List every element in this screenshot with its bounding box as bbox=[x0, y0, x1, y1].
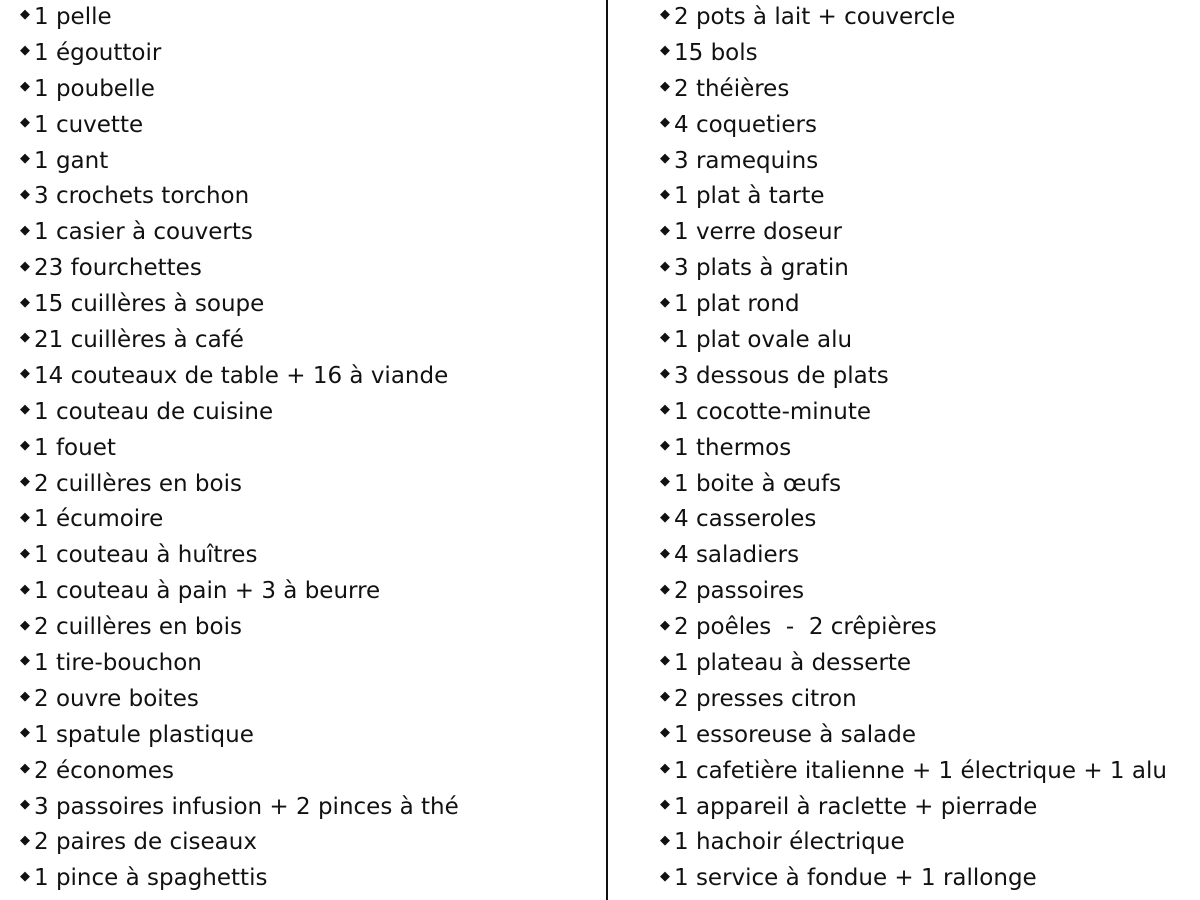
diamond-bullet-icon: ◆ bbox=[20, 222, 30, 238]
list-item bbox=[660, 610, 1195, 646]
list-item bbox=[660, 251, 1195, 287]
list-item-text: 1 hachoir électrique bbox=[674, 829, 905, 856]
diamond-bullet-icon: ◆ bbox=[20, 868, 30, 884]
list-item bbox=[20, 36, 590, 72]
diamond-bullet-icon: ◆ bbox=[20, 294, 30, 310]
list-item-text: 1 écumoire bbox=[34, 506, 164, 533]
list-item bbox=[660, 287, 1195, 323]
diamond-bullet-icon: ◆ bbox=[20, 689, 30, 705]
diamond-bullet-icon: ◆ bbox=[660, 545, 670, 561]
list-item-text: 3 ramequins bbox=[674, 147, 819, 174]
diamond-bullet-icon: ◆ bbox=[660, 581, 670, 597]
diamond-bullet-icon: ◆ bbox=[20, 725, 30, 741]
list-item-text: 4 casseroles bbox=[674, 506, 817, 533]
diamond-bullet-icon: ◆ bbox=[660, 43, 670, 59]
diamond-bullet-icon: ◆ bbox=[20, 7, 30, 23]
list-item bbox=[20, 538, 590, 574]
diamond-bullet-icon: ◆ bbox=[20, 545, 30, 561]
diamond-bullet-icon: ◆ bbox=[20, 402, 30, 418]
diamond-bullet-icon: ◆ bbox=[20, 438, 30, 454]
list-item-text: 1 fouet bbox=[34, 434, 116, 461]
list-item bbox=[660, 646, 1195, 682]
list-item bbox=[20, 574, 590, 610]
list-item bbox=[20, 359, 590, 395]
list-item bbox=[20, 467, 590, 503]
diamond-bullet-icon: ◆ bbox=[20, 653, 30, 669]
diamond-bullet-icon: ◆ bbox=[660, 438, 670, 454]
list-item-text: 1 appareil à raclette + pierrade bbox=[674, 793, 1038, 820]
list-item-text: 1 poubelle bbox=[34, 75, 155, 102]
list-item-text: 1 plat ovale alu bbox=[674, 327, 853, 354]
diamond-bullet-icon: ◆ bbox=[660, 222, 670, 238]
diamond-bullet-icon: ◆ bbox=[20, 115, 30, 131]
diamond-bullet-icon: ◆ bbox=[660, 797, 670, 813]
list-item bbox=[660, 682, 1195, 718]
list-item bbox=[660, 538, 1195, 574]
list-item bbox=[20, 718, 590, 754]
list-item-text: 2 pots à lait + couvercle bbox=[674, 4, 956, 30]
list-item bbox=[20, 790, 590, 826]
list-item-text: 2 passoires bbox=[674, 578, 805, 605]
diamond-bullet-icon: ◆ bbox=[660, 509, 670, 525]
diamond-bullet-icon: ◆ bbox=[660, 617, 670, 633]
diamond-bullet-icon: ◆ bbox=[660, 151, 670, 166]
list-item-text: 1 spatule plastique bbox=[34, 721, 254, 748]
list-item bbox=[660, 574, 1195, 610]
diamond-bullet-icon: ◆ bbox=[660, 330, 670, 346]
list-item bbox=[20, 144, 590, 180]
list-item bbox=[660, 754, 1195, 790]
list-item bbox=[20, 646, 590, 682]
list-item bbox=[660, 825, 1195, 861]
list-item-text: 2 cuillères en bois bbox=[34, 614, 242, 641]
diamond-bullet-icon: ◆ bbox=[660, 868, 670, 884]
list-item bbox=[20, 215, 590, 251]
list-item-text: 1 service à fondue + 1 rallonge bbox=[674, 865, 1037, 892]
diamond-bullet-icon: ◆ bbox=[20, 366, 30, 382]
list-item-text: 1 verre doseur bbox=[674, 219, 843, 246]
list-item bbox=[20, 610, 590, 646]
list-item bbox=[20, 251, 590, 287]
list-item-text: 1 pelle bbox=[34, 4, 112, 30]
diamond-bullet-icon: ◆ bbox=[660, 115, 670, 131]
list-item bbox=[20, 825, 590, 861]
left-column-list bbox=[20, 0, 590, 897]
list-item-text: 3 plats à gratin bbox=[674, 255, 849, 282]
list-item bbox=[660, 215, 1195, 251]
diamond-bullet-icon: ◆ bbox=[660, 294, 670, 310]
list-item bbox=[20, 287, 590, 323]
list-item-text: 1 plat à tarte bbox=[674, 183, 825, 210]
diamond-bullet-icon: ◆ bbox=[20, 186, 30, 202]
list-item-text: 2 cuillères en bois bbox=[34, 470, 242, 497]
list-item bbox=[660, 790, 1195, 826]
diamond-bullet-icon: ◆ bbox=[20, 43, 30, 59]
list-item-text: 15 bols bbox=[674, 39, 758, 66]
list-item bbox=[660, 0, 1195, 36]
diamond-bullet-icon: ◆ bbox=[660, 186, 670, 202]
right-column-list bbox=[660, 0, 1195, 897]
list-item bbox=[660, 36, 1195, 72]
list-item-text: 1 essoreuse à salade bbox=[674, 721, 916, 748]
diamond-bullet-icon: ◆ bbox=[20, 330, 30, 346]
list-item-text: 1 pince à spaghettis bbox=[34, 865, 268, 892]
diamond-bullet-icon: ◆ bbox=[660, 79, 670, 95]
list-item-text: 1 casier à couverts bbox=[34, 219, 253, 246]
list-item bbox=[660, 395, 1195, 431]
list-item-text: 3 dessous de plats bbox=[674, 362, 889, 389]
list-item-text: 15 cuillères à soupe bbox=[34, 291, 265, 318]
diamond-bullet-icon: ◆ bbox=[660, 832, 670, 848]
list-item-text: 2 poêles - 2 crêpières bbox=[674, 614, 937, 641]
diamond-bullet-icon: ◆ bbox=[20, 258, 30, 274]
diamond-bullet-icon: ◆ bbox=[20, 761, 30, 777]
list-item bbox=[20, 0, 590, 36]
list-item-text: 1 cuvette bbox=[34, 111, 144, 138]
list-item bbox=[20, 431, 590, 467]
list-item-text: 14 couteaux de table + 16 à viande bbox=[34, 362, 449, 389]
list-item-text: 1 boite à œufs bbox=[674, 470, 842, 497]
list-item bbox=[660, 861, 1195, 897]
list-item-text: 1 couteau à huîtres bbox=[34, 542, 258, 569]
list-item bbox=[660, 179, 1195, 215]
list-item bbox=[660, 431, 1195, 467]
diamond-bullet-icon: ◆ bbox=[20, 474, 30, 490]
diamond-bullet-icon: ◆ bbox=[660, 258, 670, 274]
list-item bbox=[20, 502, 590, 538]
column-divider bbox=[606, 0, 608, 900]
list-item bbox=[20, 108, 590, 144]
list-item-text: 2 théières bbox=[674, 75, 790, 102]
list-item bbox=[660, 718, 1195, 754]
list-item-text: 2 économes bbox=[34, 757, 174, 784]
list-item bbox=[20, 72, 590, 108]
list-item-text: 1 plateau à desserte bbox=[674, 650, 912, 677]
diamond-bullet-icon: ◆ bbox=[660, 761, 670, 777]
list-item bbox=[20, 861, 590, 897]
list-item bbox=[20, 179, 590, 215]
list-item-text: 4 saladiers bbox=[674, 542, 800, 569]
list-item-text: 1 cocotte-minute bbox=[674, 398, 871, 425]
list-item bbox=[20, 754, 590, 790]
list-item bbox=[20, 682, 590, 718]
list-item bbox=[660, 72, 1195, 108]
list-item-text: 1 couteau de cuisine bbox=[34, 398, 274, 425]
diamond-bullet-icon: ◆ bbox=[660, 402, 670, 418]
list-item bbox=[660, 502, 1195, 538]
list-item-text: 3 passoires infusion + 2 pinces à thé bbox=[34, 793, 459, 820]
list-item-text: 3 crochets torchon bbox=[34, 183, 250, 210]
list-item-text: 1 plat rond bbox=[674, 291, 800, 318]
diamond-bullet-icon: ◆ bbox=[20, 509, 30, 525]
list-item-text: 4 coquetiers bbox=[674, 111, 817, 138]
list-item-text: 1 thermos bbox=[674, 434, 792, 461]
list-item-text: 1 tire-bouchon bbox=[34, 650, 202, 677]
diamond-bullet-icon: ◆ bbox=[20, 79, 30, 95]
list-item bbox=[660, 467, 1195, 503]
list-item bbox=[20, 395, 590, 431]
diamond-bullet-icon: ◆ bbox=[660, 474, 670, 490]
list-item-text: 1 égouttoir bbox=[34, 39, 162, 66]
list-item-text: 23 fourchettes bbox=[34, 255, 202, 282]
diamond-bullet-icon: ◆ bbox=[20, 581, 30, 597]
list-item bbox=[20, 323, 590, 359]
diamond-bullet-icon: ◆ bbox=[20, 797, 30, 813]
list-item-text: 2 presses citron bbox=[674, 685, 857, 712]
diamond-bullet-icon: ◆ bbox=[660, 653, 670, 669]
diamond-bullet-icon: ◆ bbox=[660, 689, 670, 705]
diamond-bullet-icon: ◆ bbox=[660, 725, 670, 741]
list-item-text: 1 couteau à pain + 3 à beurre bbox=[34, 578, 381, 605]
list-item bbox=[660, 323, 1195, 359]
list-item-text: 21 cuillères à café bbox=[34, 327, 244, 354]
list-item bbox=[660, 144, 1195, 180]
diamond-bullet-icon: ◆ bbox=[20, 617, 30, 633]
list-item-text: 2 paires de ciseaux bbox=[34, 829, 257, 856]
diamond-bullet-icon: ◆ bbox=[20, 832, 30, 848]
list-item-text: 1 gant bbox=[34, 147, 109, 174]
list-item-text: 2 ouvre boites bbox=[34, 685, 199, 712]
diamond-bullet-icon: ◆ bbox=[20, 151, 30, 166]
diamond-bullet-icon: ◆ bbox=[660, 7, 670, 23]
list-item bbox=[660, 108, 1195, 144]
list-item-text: 1 cafetière italienne + 1 électrique + 1 alu bbox=[674, 757, 1167, 784]
list-item bbox=[660, 359, 1195, 395]
diamond-bullet-icon: ◆ bbox=[660, 366, 670, 382]
